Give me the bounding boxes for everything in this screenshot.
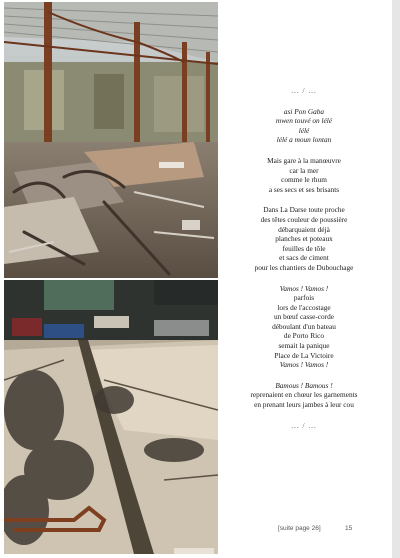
poem-line: en prenant leurs jambes à leur cou xyxy=(254,400,354,410)
poem-line: lélé a moun lontan xyxy=(276,135,332,145)
poem-line: Dans La Darse toute proche xyxy=(263,205,345,215)
poem-line: Mais gare à la manœuvre xyxy=(267,155,341,165)
ellipsis-bottom: ... / ... xyxy=(291,420,317,430)
poem-refrain: Vamos ! Vamos ! xyxy=(279,360,329,370)
poem-line: feuilles de tôle xyxy=(282,243,326,253)
poem-refrain: Vamos ! Vamos ! xyxy=(279,283,329,293)
poem-line: des têtes couleur de poussière xyxy=(260,214,348,224)
poem-line: lors de l'accostage xyxy=(277,302,331,312)
page-number: 15 xyxy=(345,525,353,532)
poem-line: a ses secs et ses brisants xyxy=(268,184,340,194)
poem-line: parfois xyxy=(293,293,315,303)
poem-line: asi Pon Gaba xyxy=(283,106,325,116)
poem-line: lélé xyxy=(298,125,310,135)
poem-line: déboulant d'un bateau xyxy=(272,321,336,331)
poem-line: car la mer xyxy=(289,165,319,175)
poem-refrain: Bamous ! Bamous ! xyxy=(275,380,333,390)
poem-line: un bœuf casse-corde xyxy=(274,312,334,322)
ellipsis-top: ... / ... xyxy=(291,86,317,95)
poem-line: semait la panique xyxy=(278,341,330,351)
poem-line: pour les chantiers de Dubouchage xyxy=(254,262,354,272)
poem-line: débarquaient déjà xyxy=(278,224,330,234)
poem-line: de Porto Rico xyxy=(283,331,325,341)
warehouse-interior-photo xyxy=(4,2,218,278)
poem-line: mwen touvé on lélé xyxy=(275,116,333,126)
poem-line: reprenaient en chœur les garnements xyxy=(250,390,358,400)
poem-line: et sacs de ciment xyxy=(279,253,329,263)
sunlit-floor-photo xyxy=(4,280,218,554)
poem-line: planches et poteaux xyxy=(275,234,333,244)
poem-line: comme le rhum xyxy=(281,175,327,185)
continued-note: [suite page 26] xyxy=(278,525,321,532)
poem xyxy=(228,86,380,430)
page-edge xyxy=(392,0,400,558)
poem-line: Place de La Victoire xyxy=(274,350,334,360)
